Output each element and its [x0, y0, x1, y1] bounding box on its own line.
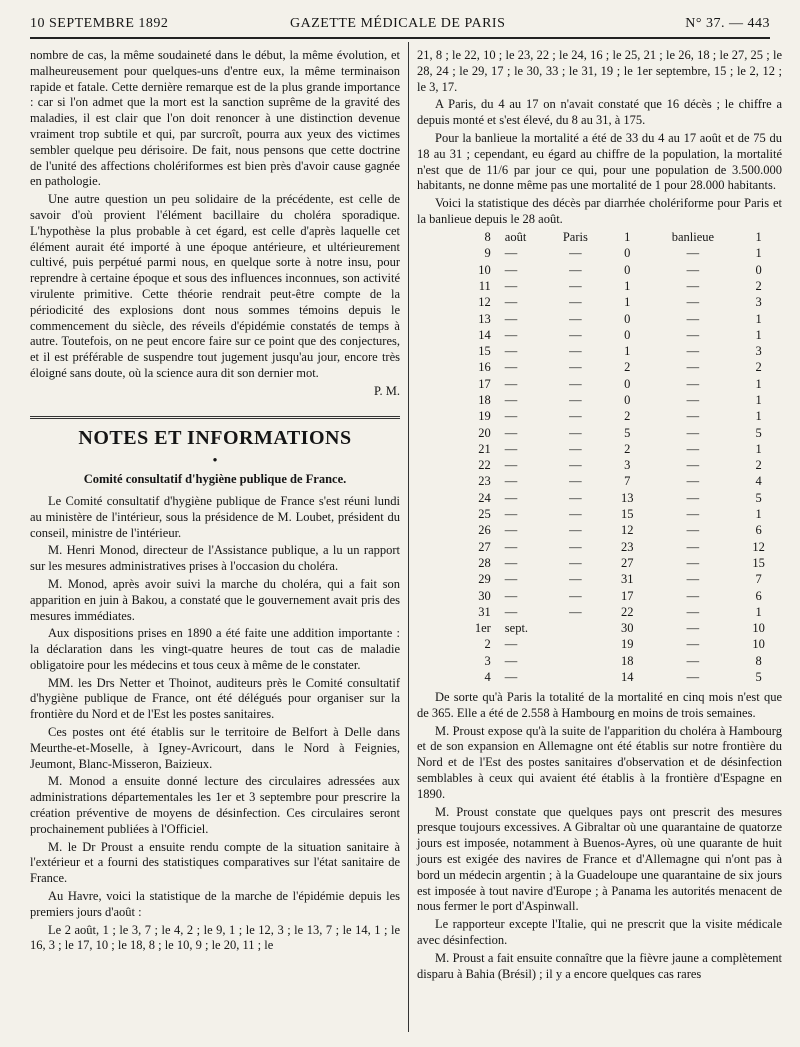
paragraph: Une autre question un peu solidaire de la précédente, est celle de savoir d'où provient l'élément bacillaire du choléra sporadique. L'hypothèse la plus probable à cet égard, est celle d'après laquelle cet élément aurait été importé à une époque antérieure, et ultérieurement cultivé, puis perpétué parmi nous, en quelque sorte à notre insu, pour reprendre à certaine époque et sous des influences inconnues, son activité virulente primitive. Cette théorie rendrait peut-être compte de la périodicité des explosions dont nous sommes témoins depuis le commencement du siècle, des réveils d'épidémie constatés de temps à autre. Toutefois, on ne peut encore faire sur ce point que des conjectures, et il est préférable de suspendre tout jugement jusqu'au jour, encore très éloigné sans doute, où la science aura dit son dernier mot.: [30, 192, 400, 380]
table-cell: —: [569, 295, 582, 310]
table-cell: 15: [478, 344, 491, 359]
table-cell: —: [504, 344, 518, 359]
issue-number: N° 37. — 443: [685, 16, 770, 31]
table-cell: —: [504, 327, 518, 342]
table-cell: —: [569, 441, 582, 456]
table-cell: 13: [620, 490, 634, 505]
table-row: [447, 491, 782, 507]
table-cell: —: [504, 246, 518, 261]
signature: P. M.: [373, 383, 400, 398]
paragraph: 21, 8 ; le 22, 10 ; le 23, 22 ; le 24, 16 ; le 25, 21 ; le 26, 18 ; le 27, 25 ; le 28, 24 ; le 29, 17 ; le 30, 33 ; le 31, 19 ; le 1er septembre, 15 ; le 2, 12 ; le 3, 17.: [417, 48, 782, 94]
table-cell: 7: [624, 474, 631, 489]
table-cell: 29: [478, 572, 491, 587]
table-cell: —: [569, 278, 582, 293]
table-cell: 28: [478, 555, 491, 570]
table-cell: 1: [755, 230, 762, 245]
table-cell: 13: [478, 311, 491, 326]
table-cell: —: [686, 425, 700, 440]
table-cell: —: [569, 555, 582, 570]
paragraph: A Paris, du 4 au 17 on n'avait constaté que 16 décès ; le chiffre a depuis monté et s'est élevé, du 8 au 31, à 175.: [417, 97, 782, 128]
table-cell: août: [504, 230, 527, 245]
table-cell: 21: [478, 441, 491, 456]
table-cell: 18: [620, 653, 634, 668]
paragraph: Pour la banlieue la mortalité a été de 33 du 4 au 17 août et de 75 du 18 au 31 ; cependant, eu égard au chiffre de la population, la mortalité n'est que de 11/6 par jour ce qui, pour une population de 3.500.000 habitants, ne donne même pas une mortalité de 1 pour 28.000 habitants.: [417, 130, 782, 193]
table-cell: —: [569, 604, 582, 619]
table-cell: —: [504, 278, 518, 293]
table-cell: —: [686, 311, 700, 326]
header-rule: [30, 37, 770, 39]
table-cell: —: [686, 670, 700, 685]
running-head: [30, 12, 770, 34]
table-cell: 2: [624, 441, 631, 456]
table-cell: —: [686, 572, 700, 587]
table-cell: 1: [755, 604, 762, 619]
table-cell: 20: [478, 425, 491, 440]
table-cell: 1: [624, 344, 631, 359]
table-row: [447, 311, 782, 327]
table-cell: —: [686, 555, 700, 570]
table-cell: [547, 637, 604, 653]
table-cell: —: [569, 311, 582, 326]
table-cell: 2: [484, 637, 491, 652]
table-cell: 9: [484, 246, 491, 261]
column-divider: [408, 42, 409, 1032]
table-cell: 1: [624, 295, 631, 310]
table-cell: —: [686, 327, 700, 342]
paragraph: Le rapporteur excepte l'Italie, qui ne prescrit que la visite médicale avec désinfection.: [417, 917, 782, 948]
table-cell: —: [686, 588, 700, 603]
table-cell: —: [686, 262, 700, 277]
table-cell: 10: [752, 621, 765, 636]
table-cell: 27: [478, 539, 491, 554]
table-row: [447, 556, 782, 572]
ornament: ●: [212, 455, 218, 465]
table-cell: —: [686, 376, 700, 391]
table-cell: —: [686, 474, 700, 489]
table-cell: —: [569, 474, 582, 489]
table-cell: —: [504, 653, 518, 668]
table-cell: —: [504, 376, 518, 391]
table-cell: 15: [620, 507, 634, 522]
table-cell: 1: [755, 441, 762, 456]
table-cell: —: [504, 458, 518, 473]
table-cell: —: [504, 295, 518, 310]
table-cell: —: [569, 507, 582, 522]
table-cell: —: [686, 523, 700, 538]
table-cell: 2: [624, 409, 631, 424]
table-cell: —: [569, 572, 582, 587]
table-cell: 0: [624, 311, 631, 326]
table-cell: 26: [478, 523, 491, 538]
table-row: [447, 425, 782, 441]
table-cell: 10: [478, 262, 491, 277]
table-cell: 24: [478, 490, 491, 505]
table-cell: —: [569, 523, 582, 538]
table-cell: 4: [755, 474, 762, 489]
table-cell: 30: [620, 621, 634, 636]
paragraph: M. Monod, après avoir suivi la marche du choléra, qui a fait son apparition en juin à Bakou, a constaté que le gouvernement avait pris des mesures immédiates.: [30, 576, 400, 623]
table-cell: —: [686, 360, 700, 375]
table-cell: —: [686, 392, 700, 407]
table-body: [447, 246, 782, 686]
table-cell: 17: [620, 588, 634, 603]
table-cell: —: [504, 507, 518, 522]
section-separator: [30, 416, 400, 419]
table-row: [447, 376, 782, 392]
table-cell: banlieue: [671, 230, 715, 245]
paragraph: M. Proust a fait ensuite connaître que la fièvre jaune a complètement disparu à Bahia (Brésil) ; il y a encore quelques cas rares: [417, 950, 782, 981]
table-cell: 1: [755, 409, 762, 424]
table-row: [447, 295, 782, 311]
paragraph: Le Comité consultatif d'hygiène publique de France s'est réuni lundi au ministère de l'intérieur, sous la présidence de M. Loubet, président du conseil, ministre de l'intérieur.: [30, 493, 400, 540]
paragraph: M. le Dr Proust a ensuite rendu compte de la situation sanitaire à l'extérieur et a fourni des statistiques comparatives sur l'état sanitaire de France.: [30, 839, 400, 886]
table-row: [447, 279, 782, 295]
paragraph: M. Henri Monod, directeur de l'Assistance publique, a lu un rapport sur les mesures administratives prises à l'occasion du choléra.: [30, 543, 400, 574]
table-cell: 14: [478, 327, 491, 342]
table-cell: 3: [755, 344, 762, 359]
table-cell: 5: [755, 425, 762, 440]
table-cell: 2: [755, 278, 762, 293]
table-cell: 3: [484, 653, 491, 668]
paragraph: Voici la statistique des décès par diarrhée cholériforme pour Paris et la banlieue depuis le 28 août.: [417, 196, 782, 226]
table-cell: —: [504, 311, 518, 326]
table-cell: 1: [755, 507, 762, 522]
table-cell: —: [504, 523, 518, 538]
paragraph: De sorte qu'à Paris la totalité de la mortalité en cinq mois n'est que de 365. Elle a été de 2.558 à Hambourg en moins de trois semaines.: [417, 690, 782, 720]
table-cell: 31: [478, 604, 491, 619]
table-cell: 0: [755, 262, 762, 277]
table-cell: 8: [484, 230, 491, 245]
table-cell: 12: [478, 295, 491, 310]
table-cell: —: [569, 588, 582, 603]
table-cell: —: [504, 539, 518, 554]
table-cell: [547, 621, 604, 637]
table-cell: —: [569, 246, 582, 261]
paragraph: Aux dispositions prises en 1890 a été faite une addition importante : la déclaration dans les vingt-quatre heures de tout cas de maladie obligatoire pour les médecins et tous ceux à même de le constater.: [30, 626, 400, 672]
table-cell: —: [504, 474, 518, 489]
paragraph: M. Proust expose qu'à la suite de l'apparition du choléra à Hambourg et de son expansion en Allemagne ont été établis sur notre frontière du Nord et de l'Est des postes sanitaires d'observation et de désinfection semblables à ceux qui avaient été établis à la frontière d'Espagne en 1890.: [417, 723, 782, 801]
table-cell: 1: [755, 376, 762, 391]
table-cell: —: [504, 572, 518, 587]
table-row: [447, 458, 782, 474]
table-row: [447, 637, 782, 653]
table-cell: 25: [478, 507, 491, 522]
table-cell: —: [504, 425, 518, 440]
table-cell: 12: [620, 523, 634, 538]
table-cell: —: [569, 344, 582, 359]
table-cell: 12: [752, 539, 765, 554]
table-cell: —: [504, 441, 518, 456]
table-cell: 5: [755, 670, 762, 685]
table-cell: 5: [755, 490, 762, 505]
table-cell: 1: [755, 311, 762, 326]
table-cell: 0: [624, 327, 631, 342]
table-cell: 1: [755, 327, 762, 342]
table-cell: 1: [624, 278, 631, 293]
table-cell: 6: [755, 588, 762, 603]
table-cell: 22: [620, 604, 634, 619]
table-cell: —: [686, 246, 700, 261]
mortality-table: [447, 230, 782, 686]
table-cell: —: [686, 490, 700, 505]
table-cell: —: [686, 441, 700, 456]
table-cell: —: [569, 490, 582, 505]
table-cell: —: [569, 392, 582, 407]
table-cell: 19: [478, 409, 491, 424]
table-cell: 17: [478, 376, 491, 391]
table-cell: —: [569, 539, 582, 554]
table-cell: —: [686, 507, 700, 522]
table-row: [447, 621, 782, 637]
paragraph: nombre de cas, la même soudaineté dans le début, la même évolution, et malheureusement pour quelques-uns d'entre eux, la même terminaison rapide et fatale. Cette dernière remarque est de la plus grande importance : car si l'on admet que la mort est la sanction suprême de la gravité des maladies, il est clair que l'on doit renoncer à une distinction devenue vraiment trop subtile et qui, par surcroît, pourra aux yeux des victimes sembler quelque peu dérisoire. De fait, nous pensons que cette doctrine de l'unité des affections cholériformes est bien près d'avoir cause gagnée en pathologie.: [30, 48, 400, 189]
table-cell: 11: [478, 278, 491, 293]
table-row: [447, 605, 782, 621]
table-row: [447, 653, 782, 669]
table-cell: 0: [624, 262, 631, 277]
paragraph: Au Havre, voici la statistique de la marche de l'épidémie depuis les premiers jours d'août :: [30, 889, 400, 919]
table-row: [447, 474, 782, 490]
table-cell: —: [504, 588, 518, 603]
table-cell: 0: [624, 376, 631, 391]
table-cell: —: [504, 637, 518, 652]
paragraph: Ces postes ont été établis sur le territoire de Belfort à Delle dans Meurthe-et-Moselle, à Igney-Avricourt, dans le Nord à Feignies, Jeumont, Blanc-Misseron, Baizieux.: [30, 725, 400, 771]
table-cell: —: [569, 360, 582, 375]
table-row: [447, 262, 782, 278]
table-cell: —: [686, 295, 700, 310]
table-cell: 1: [624, 230, 631, 245]
table-row: [447, 246, 782, 262]
table-row: [447, 572, 782, 588]
table-cell: 0: [624, 246, 631, 261]
table-row: [447, 328, 782, 344]
table-cell: —: [504, 490, 518, 505]
table-cell: —: [569, 425, 582, 440]
table-cell: 5: [624, 425, 631, 440]
table-cell: sept.: [504, 621, 529, 636]
table-row: [447, 539, 782, 555]
table-cell: —: [504, 360, 518, 375]
table-cell: 31: [620, 572, 634, 587]
table-row: [447, 670, 782, 686]
table-cell: [547, 653, 604, 669]
table-cell: —: [569, 327, 582, 342]
table-cell: —: [569, 458, 582, 473]
table-cell: 14: [620, 670, 634, 685]
left-column: [30, 48, 400, 956]
table-cell: 3: [755, 295, 762, 310]
table-cell: —: [686, 621, 700, 636]
table-cell: 2: [755, 360, 762, 375]
table-cell: —: [504, 392, 518, 407]
table-cell: —: [504, 555, 518, 570]
table-cell: 18: [478, 392, 491, 407]
issue-date: 10 SEPTEMBRE 1892: [30, 16, 169, 31]
table-cell: 4: [484, 670, 491, 685]
table-cell: 16: [478, 360, 491, 375]
table-row: [447, 409, 782, 425]
table-cell: 2: [755, 458, 762, 473]
journal-title: GAZETTE MÉDICALE DE PARIS: [290, 16, 506, 31]
table-cell: 23: [478, 474, 491, 489]
table-row: [447, 393, 782, 409]
table-cell: 7: [755, 572, 762, 587]
table-cell: 19: [620, 637, 634, 652]
table-cell: 30: [478, 588, 491, 603]
table-cell: 1: [755, 246, 762, 261]
table-cell: —: [686, 458, 700, 473]
table-cell: 6: [755, 523, 762, 538]
table-cell: —: [686, 278, 700, 293]
table-cell: —: [686, 344, 700, 359]
right-column: [417, 48, 782, 984]
table-header-row: [447, 230, 782, 246]
table-cell: —: [569, 409, 582, 424]
table-cell: —: [686, 604, 700, 619]
table-cell: —: [504, 262, 518, 277]
paragraph: MM. les Drs Netter et Thoinot, auditeurs près le Comité consultatif d'hygiène publique de France, ont été délégués pour organiser sur la frontière du Nord et de l'Est les postes sanitaires.: [30, 675, 400, 722]
table-cell: —: [504, 670, 518, 685]
table-row: [447, 588, 782, 604]
table-cell: —: [504, 409, 518, 424]
table-cell: 27: [620, 555, 634, 570]
table-cell: —: [686, 653, 700, 668]
table-cell: 23: [620, 539, 634, 554]
table-row: [447, 442, 782, 458]
table-cell: 10: [752, 637, 765, 652]
table-cell: 8: [755, 653, 762, 668]
paragraph: Le 2 août, 1 ; le 3, 7 ; le 4, 2 ; le 9, 1 ; le 12, 3 ; le 13, 7 ; le 14, 1 ; le 16, 3 ; le 17, 10 ; le 18, 8 ; le 10, 9 ; le 20, 11 ; le: [30, 922, 400, 953]
table-row: [447, 507, 782, 523]
section-title: NOTES ET INFORMATIONS: [78, 426, 352, 449]
table-cell: 2: [624, 360, 631, 375]
table-row: [447, 523, 782, 539]
table-cell: 3: [624, 458, 631, 473]
table-row: [447, 360, 782, 376]
table-row: [447, 344, 782, 360]
table-cell: 1: [755, 392, 762, 407]
table-cell: —: [686, 637, 700, 652]
article-subhead: Comité consultatif d'hygiène publique de France.: [83, 472, 347, 487]
table-cell: 22: [478, 458, 491, 473]
table-cell: —: [569, 262, 582, 277]
table-cell: 0: [624, 392, 631, 407]
table-cell: 1er: [474, 621, 491, 636]
table-cell: —: [686, 539, 700, 554]
paragraph: M. Proust constate que quelques pays ont prescrit des mesures presque toujours excessives. A Gibraltar où une quarantaine de quatorze jours est imposée, notamment à Buenos-Ayres, où une quarante de huit jours est exigée des navires de France et d'Allemagne qui n'ont pas à bord un médecin argentin ; à la Guadeloupe une quarantaine de six jours est imposée à tout navire d'Europe ; à Panama les autorités menacent de nous fermer le port d'Aspinwall.: [417, 804, 782, 914]
table-cell: —: [569, 376, 582, 391]
table-cell: 15: [752, 555, 765, 570]
table-cell: —: [686, 409, 700, 424]
table-cell: Paris: [562, 230, 588, 245]
paragraph: M. Monod a ensuite donné lecture des circulaires adressées aux administrations départementales les 1er et 3 septembre pour prescrire la création préventive de moyens de désinfection. Ces circulaires seront prochainement publiées à l'Officiel.: [30, 774, 400, 836]
table-cell: [547, 670, 604, 686]
table-cell: —: [504, 604, 518, 619]
